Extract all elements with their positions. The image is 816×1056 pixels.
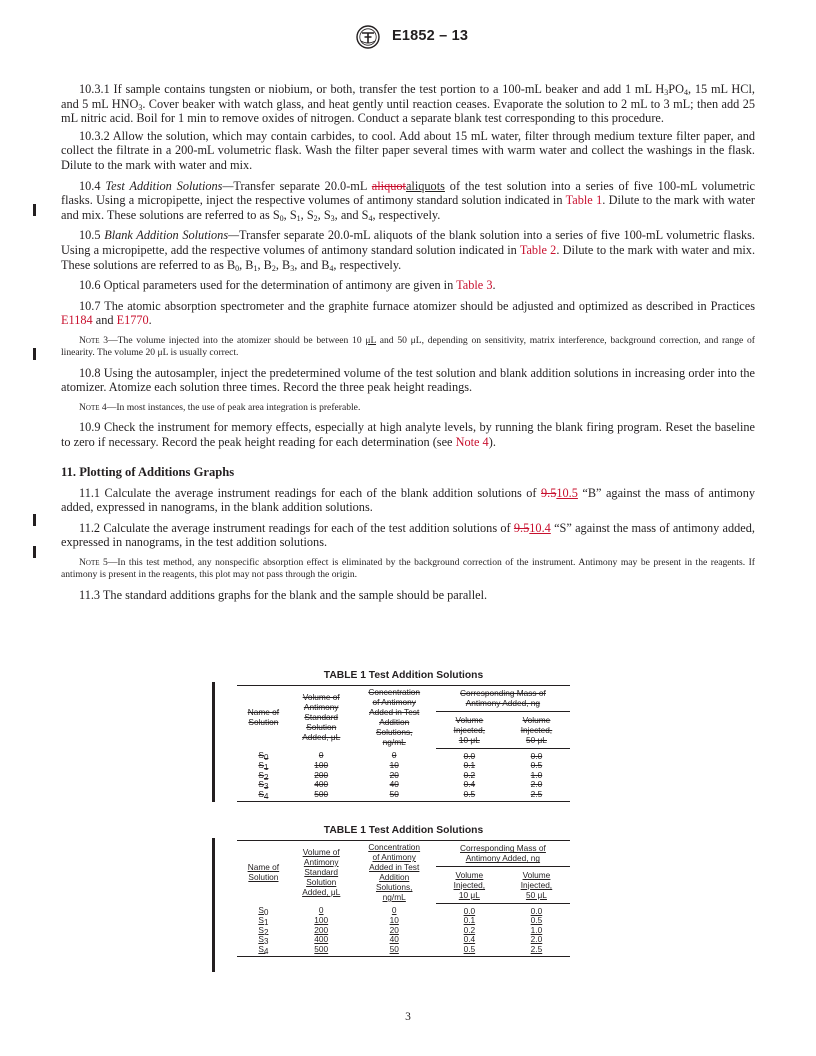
change-bar — [33, 546, 36, 558]
paragraph-10-5: 10.5 Blank Addition Solutions—Transfer separate 20.0-mL aliquots of the blank solution into a series of five 100-mL volumetric flasks. Using a micropipette, add the respective volumes of antimony standard solution indicated in Table 2. Dilute to the mark with water and mix. These solutions are referred to as $B_0$, $B_1$, $B_2$, $B_3$, and $B_4$, respectively. — [61, 228, 756, 273]
table-1-link[interactable]: Table 1 — [565, 193, 603, 208]
table-2-link[interactable]: Table 2 — [519, 242, 557, 257]
note-4-link[interactable]: Note 4 — [455, 435, 489, 450]
paragraph-10-9: 10.9 Check the instrument for memory effects, especially at high analyte levels, by running the blank firing program. Reset the baseline to zero if necessary. Record the peak height reading for each determination (see Note 4). — [61, 420, 755, 450]
table-change-bar — [212, 838, 215, 972]
col-name-of-solution: Name of Solution — [237, 686, 290, 749]
paragraph-11-2: 11.2 Calculate the average instrument readings for each of the test addition solutions of 9.510.4 “S” against the mass of antimony added, expressed in nanograms, in the test addition solutions. — [61, 520, 755, 550]
paragraph-10-3-1: 10.3.1 If sample contains tungsten or niobium, or both, transfer the test portion to a 100-mL beaker and add 1 mL $H_3PO_4$, 15 mL HCl, and 5 mL $HNO_3$. Cover beaker with watch glass, and heat gently until reaction ceases. Evaporate the solution to 2 mL to 3 mL; then add 25 mL nitric acid. Boil for 1 min to remove oxides of nitrogen. Conduct a separate blank test corresponding to this procedure. — [61, 82, 755, 126]
note-4: Note 4—In most instances, the use of peak area integration is preferable. — [79, 401, 361, 413]
section-10-5-link[interactable]: 10.5 — [556, 485, 578, 500]
table-row: $S_0$ 0 0 0.0 0.0 — [258, 905, 543, 918]
table-row: $S_1$ 100 10 0.1 0.5 — [258, 760, 543, 773]
table-row: $S_4$ 500 50 0.5 2.5 — [237, 790, 570, 802]
table-row: $S_3$ 400 40 0.4 2.0 — [258, 934, 543, 947]
deleted-text: aliquot — [371, 178, 406, 193]
table-row: $S_3$ 400 40 0.4 2.0 — [258, 779, 543, 792]
deleted-text: 9.5 — [541, 485, 557, 500]
table-1-deleted — [237, 670, 570, 802]
col-concentration: Concentration of Antimony Added in Test Addition Solutions, ng/mL — [353, 686, 436, 749]
e1770-link[interactable]: E1770 — [116, 313, 149, 328]
test-addition-table-new — [237, 840, 570, 957]
col-concentration: Concentration of Antimony Added in Test Addition Solutions, ng/mL — [353, 841, 436, 904]
table-title: TABLE 1 Test Addition Solutions — [323, 670, 484, 681]
table-change-bar — [212, 682, 215, 802]
table-row: $S_0$ 0 0 0.0 0.0 — [258, 750, 543, 763]
table-row: $S_1$ 100 10 0.1 0.5 — [258, 915, 543, 928]
note-5: Note 5—In this test method, any nonspecific absorption effect is eliminated by the background correction of the instrument. Antimony may be present in the reagents. If antimony is present in the reagents, this plot may not pass through the origin. — [61, 557, 755, 580]
test-addition-table-old — [237, 685, 570, 802]
section-11-heading: 11. Plotting of Additions Graphs — [61, 464, 235, 479]
paragraph-10-3-2: 10.3.2 Allow the solution, which may contain carbides, to cool. Add about 15 mL water, filter through medium texture filter paper, and collect the filtrate in a 200-mL volumetric flask. Wash the filter paper several times with warm water and collect the washings in the flask. Dilute to the mark with water and mix. — [61, 128, 755, 172]
paragraph-10-4: 10.4 Test Addition Solutions—Transfer separate 20.0-mL aliquotaliquots of the test solution into a series of five 100-mL volumetric flasks. Using a micropipette, inject the respective volumes of antimony standard solution indicated in Table 1. Dilute to the mark with water and mix. These solutions are referred to as $S_0$, $S_1$, $S_2$, $S_3$, and $S_4$, respectively. — [61, 178, 755, 223]
paragraph-11-3: 11.3 The standard additions graphs for the blank and the sample should be parallel. — [79, 587, 488, 602]
document-body — [61, 82, 755, 605]
astm-logo-icon — [356, 25, 380, 49]
col-group-mass: Corresponding Mass of Antimony Added, ng — [436, 686, 570, 712]
paragraph-10-6: 10.6 Optical parameters used for the determination of antimony are given in Table 3. — [79, 278, 496, 293]
table-3-link[interactable]: Table 3 — [456, 278, 493, 293]
change-bar — [33, 204, 36, 216]
col-injected-50: Volume Injected, 50 μL — [503, 711, 570, 748]
document-designation: E1852 – 13 — [392, 28, 469, 44]
page-header — [0, 25, 816, 55]
table-1-revised — [237, 825, 570, 957]
deleted-text: 9.5 — [513, 520, 530, 535]
col-volume-added: Volume of Antimony Standard Solution Added, μL — [290, 841, 353, 904]
inserted-text: aliquots — [405, 178, 445, 193]
page-number: 3 — [405, 1011, 411, 1023]
col-injected-10: Volume Injected, 10 μL — [436, 711, 503, 748]
e1184-link[interactable]: E1184 — [61, 313, 93, 328]
note-3: Note 3—The volume injected into the atomizer should be between 10 μL and 50 μL, depending on sensitivity, matrix interference, background correction, and range of linearity. The volume 20 μL is usually correct. — [61, 334, 756, 358]
change-bar — [33, 348, 36, 360]
section-10-4-link[interactable]: 10.4 — [529, 520, 551, 535]
table-row: $S_2$ 200 20 0.2 1.0 — [258, 769, 543, 782]
change-bar — [33, 514, 36, 526]
paragraph-10-8: 10.8 Using the autosampler, inject the predetermined volume of the test solution and blank addition solutions in increasing order into the atomizer. Atomize each solution three times. Record the three peak height readings. — [61, 365, 755, 395]
col-name-of-solution: Name of Solution — [237, 841, 290, 904]
table-row: $S_2$ 200 20 0.2 1.0 — [258, 924, 543, 937]
col-volume-added: Volume of Antimony Standard Solution Added, μL — [290, 686, 353, 749]
col-injected-10: Volume Injected, 10 μL — [436, 866, 503, 903]
table-row: $S_4$ 500 50 0.5 2.5 — [237, 945, 570, 957]
paragraph-11-1: 11.1 Calculate the average instrument readings for each of the blank addition solutions of 9.510.5 “B” against the mass of antimony added, expressed in nanograms, in the blank addition solutions. — [61, 485, 755, 515]
col-group-mass: Corresponding Mass of Antimony Added, ng — [436, 841, 570, 867]
table-title: TABLE 1 Test Addition Solutions — [323, 825, 484, 836]
paragraph-10-7: 10.7 The atomic absorption spectrometer and the graphite furnace atomizer should be adjusted and optimized as described in Practices E1184 and E1770. — [61, 298, 755, 328]
inserted-text: μL — [365, 334, 377, 346]
col-injected-50: Volume Injected, 50 μL — [503, 866, 570, 903]
